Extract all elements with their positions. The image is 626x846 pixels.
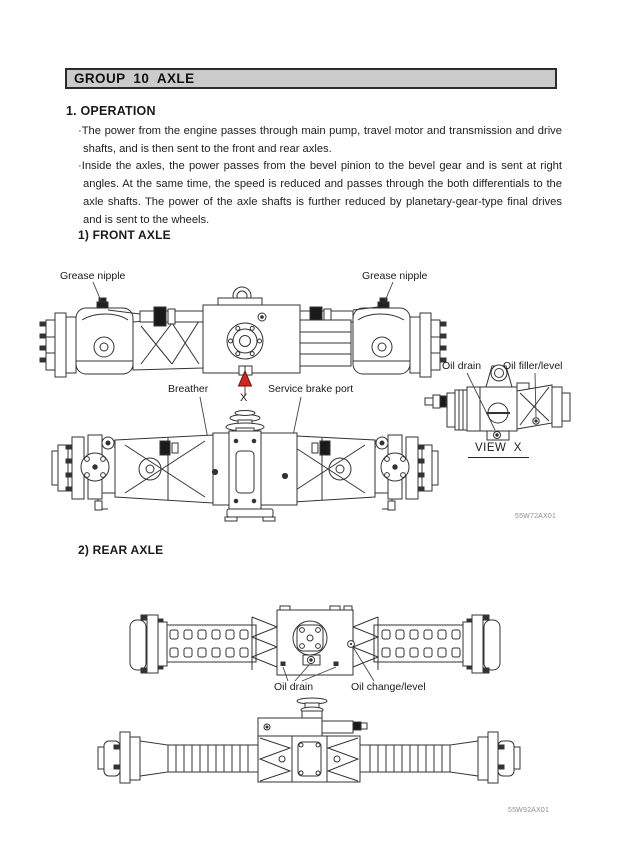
rear-axle-side-view (98, 698, 520, 783)
rear-axle-figure (0, 575, 626, 830)
label-breather: Breather (168, 383, 209, 395)
group-header-bar (65, 68, 557, 89)
label-service-brake-port: Service brake port (268, 383, 354, 395)
label-oil-drain: Oil drain (442, 360, 482, 372)
view-x-detail-drawing (425, 365, 570, 440)
label-oil-drain-rear: Oil drain (274, 681, 314, 693)
figure-code-front: 55W72AX01 (515, 513, 557, 520)
label-view-x: VIEW X (468, 442, 529, 458)
operation-paragraphs (78, 123, 562, 229)
group-header-title: GROUP 10 AXLE (74, 71, 195, 86)
rear-axle-title: 2) REAR AXLE (78, 543, 164, 557)
operation-paragraph: ·The power from the engine passes through main pump, travel motor and transmission and drive shafts, and is then sent to the front and rear axles. (78, 125, 562, 155)
front-axle-bottom-view (52, 411, 438, 522)
front-axle-drawing (0, 265, 626, 533)
label-x-marker: X (240, 392, 248, 404)
front-axle-figure (0, 265, 626, 533)
label-grease-nipple-left: Grease nipple (60, 270, 126, 282)
front-axle-top-view (40, 282, 446, 377)
label-oil-change-level: Oil change/level (351, 681, 426, 693)
rear-axle-drawing (0, 575, 626, 830)
operation-paragraph: ·Inside the axles, the power passes from the bevel pinion to the bevel gear and is sent at right angles. At the same time, the speed is reduced and passes through the both differentials to the axle shafts. The power of the axle shafts is further reduced by planetary-gear-type final drives and is sent to the wheels. (78, 160, 562, 226)
figure-code-rear: 55W92AX01 (508, 807, 550, 814)
operation-section-title: 1. OPERATION (66, 104, 156, 118)
label-oil-filler-level: Oil filler/level (503, 360, 563, 372)
rear-axle-top-view (130, 606, 500, 681)
front-axle-title: 1) FRONT AXLE (78, 228, 171, 242)
label-grease-nipple-right: Grease nipple (362, 270, 428, 282)
